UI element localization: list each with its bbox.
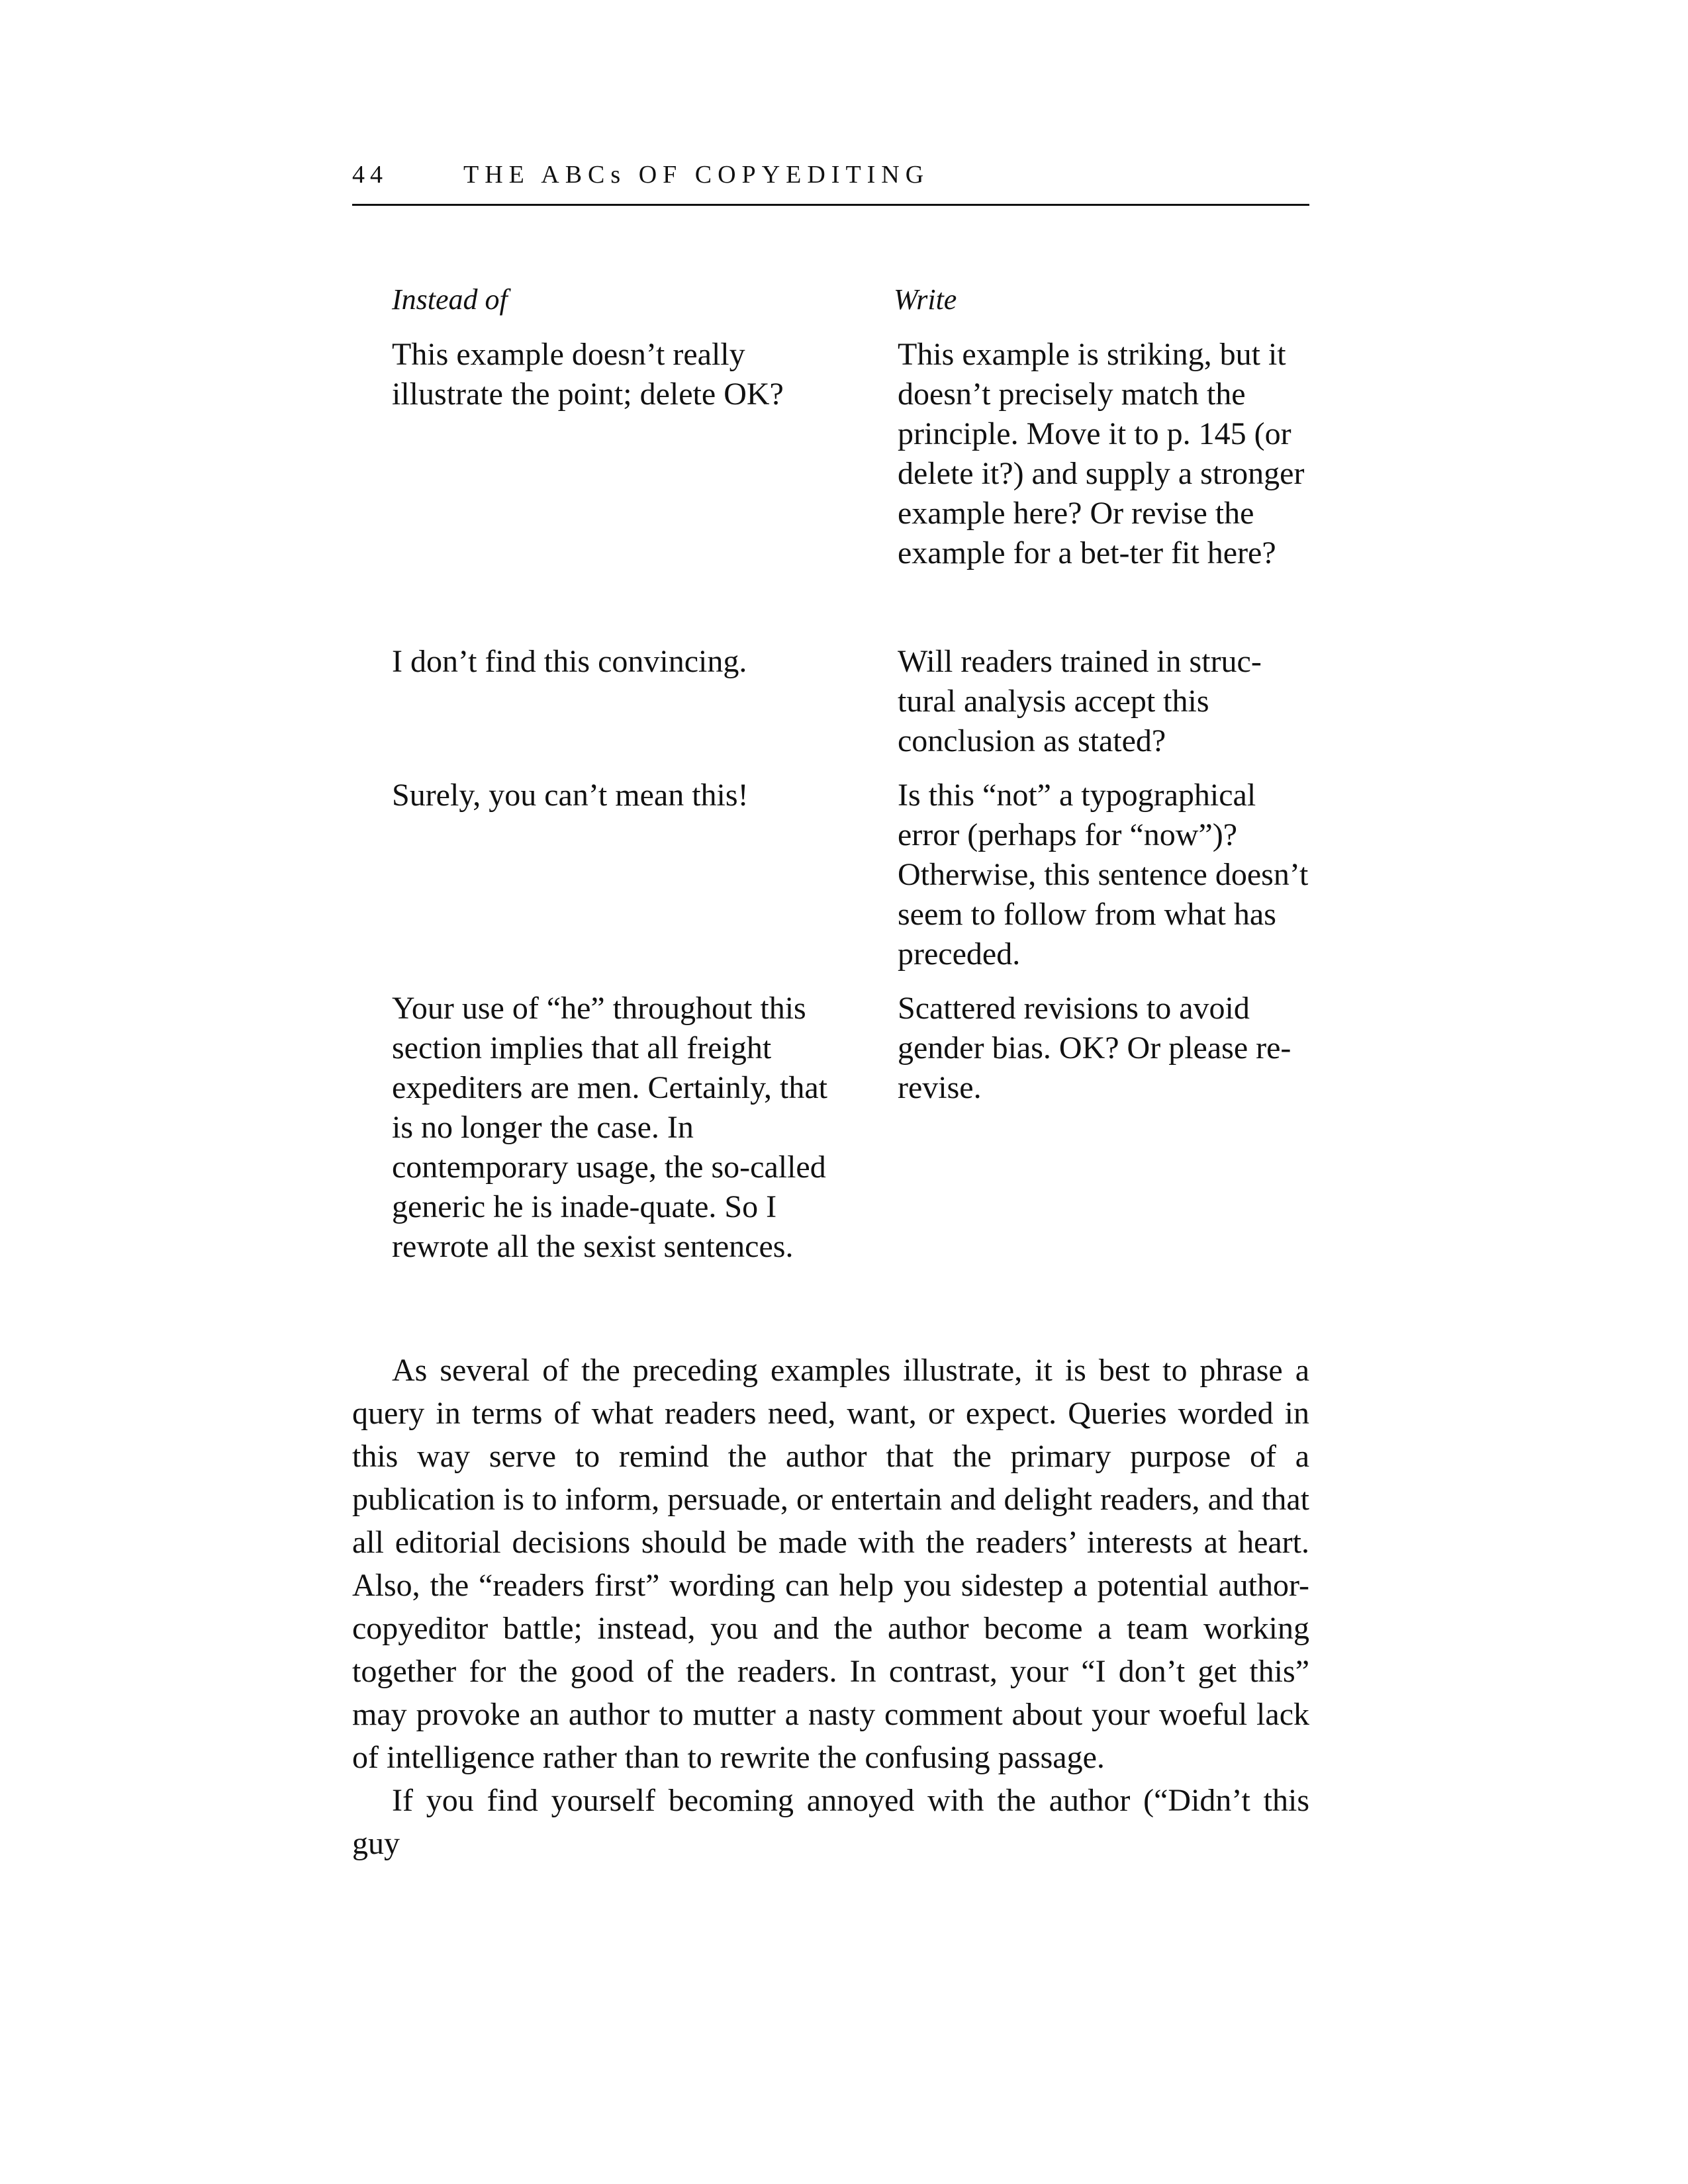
write-text: Will readers trained in struc-tural analysis accept this conclusion as stated? bbox=[898, 644, 1262, 758]
write-text: This example is striking, but it doesn’t precisely match the principle. Move it to p. 145 (or delete it?) and supply a stronger example here? Or revise the example for a bet-ter fit here? bbox=[898, 337, 1305, 570]
running-head: THE ABCs OF COPYEDITING bbox=[463, 161, 930, 189]
column-heading-instead-of: Instead of bbox=[392, 283, 508, 316]
example-row bbox=[0, 335, 1688, 642]
page-number: 44 bbox=[352, 161, 388, 189]
example-row bbox=[0, 989, 1688, 1306]
write-text: Is this “not” a typographical error (perhaps for “now”)? Otherwise, this sentence doesn’t seem to follow from what has preceded. bbox=[898, 778, 1309, 972]
example-row bbox=[0, 776, 1688, 989]
body-text bbox=[352, 1349, 1309, 1865]
table-header-row bbox=[0, 281, 1688, 320]
page-header bbox=[352, 156, 1309, 206]
example-row bbox=[0, 642, 1688, 776]
paragraph: If you find yourself becoming annoyed with the author (“Didn’t this guy bbox=[352, 1783, 1309, 1861]
write-text: Scattered revisions to avoid gender bias. OK? Or please re-revise. bbox=[898, 991, 1291, 1105]
instead-of-text: I don’t find this convincing. bbox=[392, 644, 747, 679]
instead-of-text: Your use of “he” throughout this section implies that all freight expediters are men. Certainly, that is no longer the case. In contemporary usage, the so-called generic he is inade-quate. So I rewrote all the sexist sentences. bbox=[392, 991, 827, 1264]
query-examples-table bbox=[0, 335, 1688, 1306]
paragraph: As several of the preceding examples illustrate, it is best to phrase a query in terms of what readers need, want, or expect. Queries worded in this way serve to remind the author that the primary purpose of a publication is to inform, persuade, or entertain and delight readers, and that all editorial decisions should be made with the readers’ interests at heart. Also, the “readers first” wording can help you sidestep a potential author-copyeditor battle; instead, you and the author become a team working together for the good of the readers. In contrast, your “I don’t get this” may provoke an author to mutter a nasty comment about your woeful lack of intelligence rather than to rewrite the confusing passage. bbox=[352, 1353, 1309, 1775]
column-heading-write: Write bbox=[894, 283, 957, 316]
instead-of-text: Surely, you can’t mean this! bbox=[392, 778, 749, 813]
instead-of-text: This example doesn’t really illustrate the point; delete OK? bbox=[392, 337, 784, 412]
